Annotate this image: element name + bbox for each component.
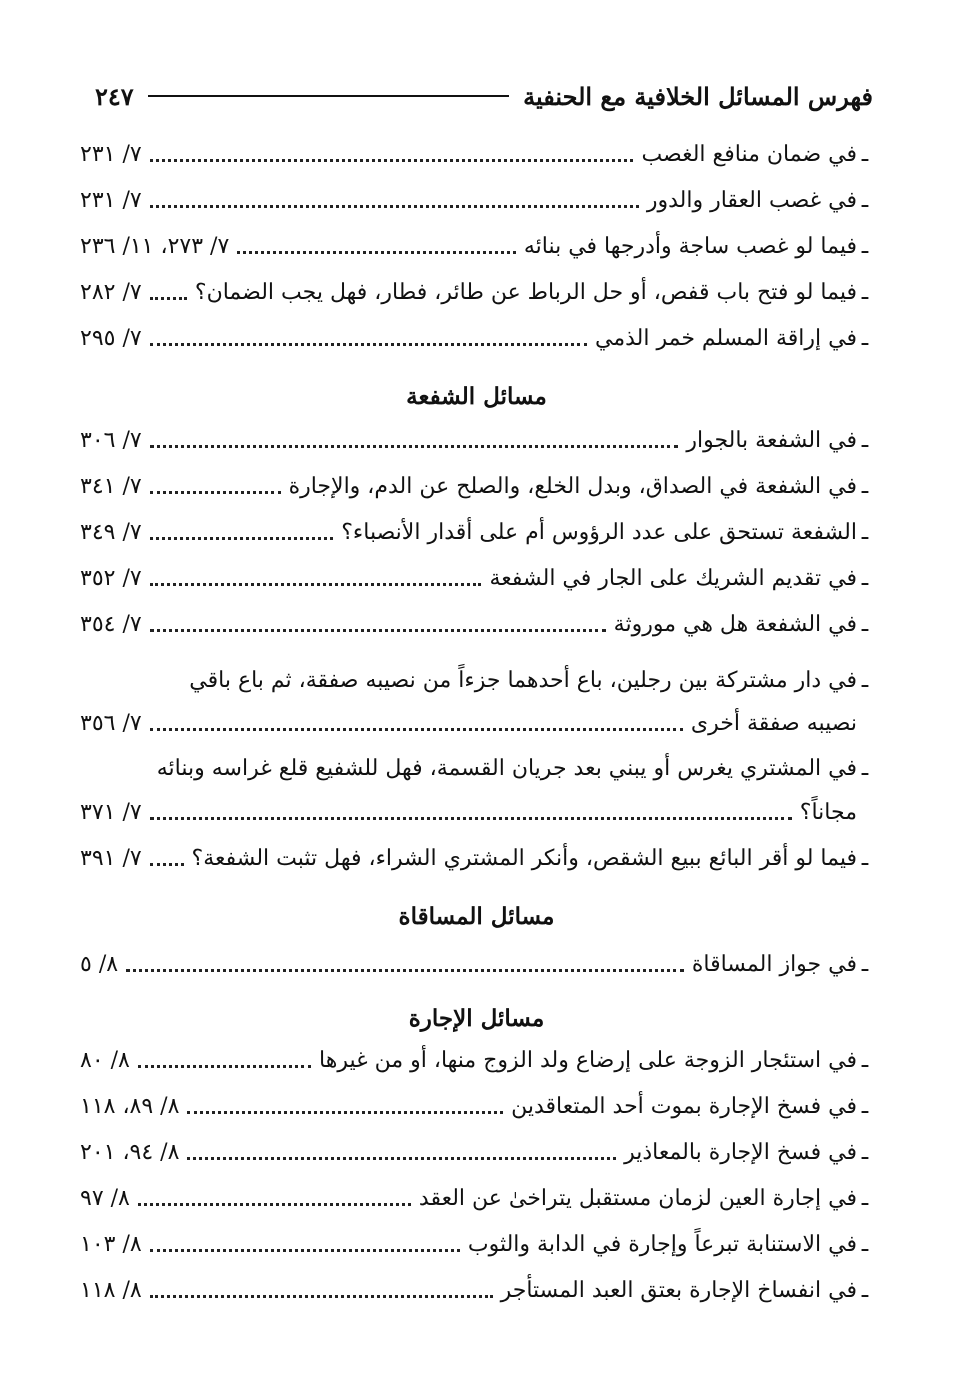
index-entry xyxy=(80,226,873,266)
leader-dots xyxy=(150,863,184,866)
leader-dots xyxy=(150,445,679,448)
leader-dots xyxy=(126,969,684,972)
entry-dash: ـ xyxy=(861,141,869,167)
entry-ref: ٧/ ٣٧١ xyxy=(80,799,142,825)
entry-dash: ـ xyxy=(861,1231,869,1257)
header-rule xyxy=(148,95,509,97)
index-entry-continuation xyxy=(80,703,873,743)
entry-ref: ٨/ ٨٠ xyxy=(80,1047,130,1073)
entry-ref: ٧/ ٣٩١ xyxy=(80,845,142,871)
entry-dash: ـ xyxy=(861,519,869,545)
entry-ref: ٨/ ١١٨ xyxy=(80,1277,142,1303)
leader-dots xyxy=(237,251,516,254)
entry-ref: ٧/ ٣٠٦ xyxy=(80,427,142,453)
entry-text: في الشفعة في الصداق، وبدل الخلع، والصلح عن الدم، والإجارة xyxy=(288,473,857,499)
entry-dash: ـ xyxy=(861,187,869,213)
entry-dash: ـ xyxy=(861,755,869,781)
index-entry xyxy=(80,604,873,644)
entry-text: في إجارة العين لزمان مستقبل يتراخىٰ عن العقد xyxy=(418,1185,857,1211)
entry-dash: ـ xyxy=(861,279,869,305)
entry-text: في غصب العقار والدور xyxy=(646,187,857,213)
entry-dash: ـ xyxy=(861,473,869,499)
leader-dots xyxy=(150,537,334,540)
entry-ref: ٧/ ٢٩٥ xyxy=(80,325,142,351)
entry-text: في الشفعة هل هي موروثة xyxy=(613,611,857,637)
leader-dots xyxy=(138,1203,411,1206)
section-heading: مسائل الشفعة xyxy=(406,383,547,410)
index-entry xyxy=(80,272,873,312)
entry-text: مجاناً؟ xyxy=(799,799,857,825)
index-entry xyxy=(80,512,873,552)
leader-dots xyxy=(150,728,683,731)
leader-dots xyxy=(150,159,634,162)
entry-text: في الشفعة بالجوار xyxy=(686,427,857,453)
entry-ref: ٧/ ٣٤١ xyxy=(80,473,142,499)
entry-ref: ٧/ ٢٣١ xyxy=(80,187,142,213)
leader-dots xyxy=(150,297,187,300)
index-entry xyxy=(80,180,873,220)
leader-dots xyxy=(150,1295,493,1298)
entry-text: نصيبه صفقة أخرى xyxy=(690,710,857,736)
entry-text: في انفساخ الإجارة بعتق العبد المستأجر xyxy=(500,1277,857,1303)
section-heading: مسائل الإجارة xyxy=(408,1005,545,1032)
entry-ref: ٨/ ٥ xyxy=(80,951,119,977)
index-entry xyxy=(80,1132,873,1172)
entry-ref: ٧/ ٣٥٢ xyxy=(80,565,142,591)
entry-text: في المشتري يغرس أو يبني بعد جريان القسمة، فهل للشفيع قلع غراسه وبنائه xyxy=(156,755,857,781)
index-entry xyxy=(80,1224,873,1264)
entry-text: الشفعة تستحق على عدد الرؤوس أم على أقدار الأنصباء؟ xyxy=(341,519,857,545)
entry-dash: ـ xyxy=(861,1185,869,1211)
index-entry xyxy=(80,944,873,984)
entry-dash: ـ xyxy=(861,233,869,259)
leader-dots xyxy=(150,817,792,820)
running-title: فهرس المسائل الخلافية مع الحنفية xyxy=(523,81,873,111)
leader-dots xyxy=(150,491,281,494)
entry-ref: ٧/ ٢٨٢ xyxy=(80,279,142,305)
index-entry xyxy=(80,1270,873,1310)
entry-dash: ـ xyxy=(861,325,869,351)
index-entry-continuation xyxy=(80,792,873,832)
entry-dash: ـ xyxy=(861,1047,869,1073)
index-entry-first-line xyxy=(80,660,873,700)
section-heading: مسائل المساقاة xyxy=(398,903,555,930)
entry-dash: ـ xyxy=(861,1277,869,1303)
entry-text: في فسخ الإجارة بالمعاذير xyxy=(624,1139,857,1165)
entry-text: في ضمان منافع الغصب xyxy=(641,141,857,167)
entry-text: في فسخ الإجارة بموت أحد المتعاقدين xyxy=(511,1093,857,1119)
leader-dots xyxy=(187,1157,616,1160)
entry-text: في استئجار الزوجة على إرضاع ولد الزوج منها، أو من غيرها xyxy=(319,1047,857,1073)
index-entry xyxy=(80,318,873,358)
entry-ref: ٨/ ١٠٣ xyxy=(80,1231,142,1257)
index-entry-first-line xyxy=(80,748,873,788)
leader-dots xyxy=(187,1111,503,1114)
entry-text: فيما لو أقر البائع ببيع الشقص، وأنكر المشتري الشراء، فهل تثبت الشفعة؟ xyxy=(191,845,857,871)
index-entry xyxy=(80,558,873,598)
entry-text: في جواز المساقاة xyxy=(691,951,857,977)
page-header xyxy=(95,78,873,114)
leader-dots xyxy=(150,583,482,586)
entry-text: في إراقة المسلم خمر الذمي xyxy=(594,325,857,351)
entry-text: في دار مشتركة بين رجلين، باع أحدهما جزءاً من نصيبه صفقة، ثم باع باقي xyxy=(189,667,857,693)
leader-dots xyxy=(150,343,587,346)
entry-ref: ٨/ ٨٩، ١١٨ xyxy=(80,1093,180,1119)
entry-dash: ـ xyxy=(861,845,869,871)
index-entry xyxy=(80,838,873,878)
entry-dash: ـ xyxy=(861,565,869,591)
leader-dots xyxy=(138,1065,311,1068)
entry-ref: ٧/ ٣٤٩ xyxy=(80,519,142,545)
page-number: ٢٤٧ xyxy=(95,81,134,111)
entry-ref: ٨/ ٩٧ xyxy=(80,1185,130,1211)
entry-text: فيما لو فتح باب قفص، أو حل الرباط عن طائر، فطار، فهل يجب الضمان؟ xyxy=(194,279,857,305)
index-entry xyxy=(80,420,873,460)
entry-text: فيما لو غصب ساجة وأدرجها في بنائه xyxy=(523,233,857,259)
leader-dots xyxy=(150,1249,460,1252)
index-entry xyxy=(80,466,873,506)
index-entry xyxy=(80,1086,873,1126)
index-entry xyxy=(80,1040,873,1080)
index-entry xyxy=(80,134,873,174)
entry-dash: ـ xyxy=(861,667,869,693)
entry-text: في الاستنابة تبرعاً وإجارة في الدابة والثوب xyxy=(467,1231,857,1257)
leader-dots xyxy=(150,205,639,208)
entry-dash: ـ xyxy=(861,1139,869,1165)
entry-ref: ٨/ ٩٤، ٢٠١ xyxy=(80,1139,180,1165)
entry-ref: ٧/ ٣٥٦ xyxy=(80,710,142,736)
leader-dots xyxy=(150,629,606,632)
entry-ref: ٧/ ٢٣١ xyxy=(80,141,142,167)
index-entry xyxy=(80,1178,873,1218)
entry-dash: ـ xyxy=(861,611,869,637)
entry-dash: ـ xyxy=(861,951,869,977)
entry-ref: ٧/ ٣٥٤ xyxy=(80,611,142,637)
entry-ref: ٧/ ٢٧٣، ١١/ ٢٣٦ xyxy=(80,233,230,259)
entry-dash: ـ xyxy=(861,427,869,453)
entry-text: في تقديم الشريك على الجار في الشفعة xyxy=(489,565,857,591)
entry-dash: ـ xyxy=(861,1093,869,1119)
